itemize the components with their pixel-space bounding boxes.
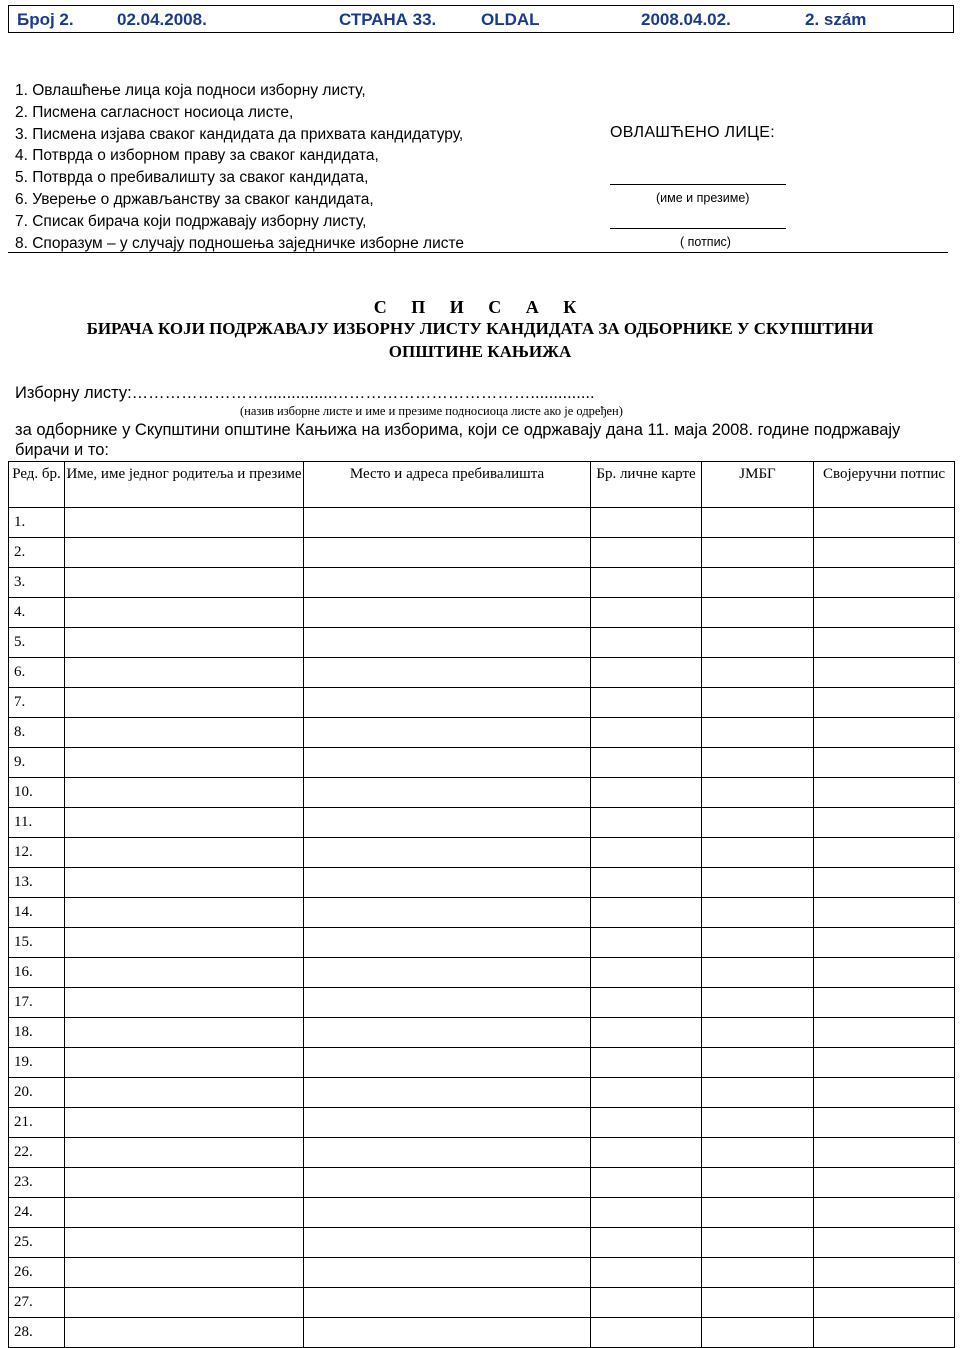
row-number: 3.	[9, 568, 65, 598]
name-cell[interactable]	[65, 988, 304, 1018]
id-card-cell[interactable]	[591, 628, 702, 658]
id-card-cell[interactable]	[591, 1198, 702, 1228]
table-row	[9, 868, 955, 898]
name-cell[interactable]	[65, 838, 304, 868]
name-cell[interactable]	[65, 1168, 304, 1198]
id-card-cell[interactable]	[591, 808, 702, 838]
id-card-cell[interactable]	[591, 1048, 702, 1078]
address-cell[interactable]	[304, 1258, 591, 1288]
id-card-cell[interactable]	[591, 988, 702, 1018]
col-header-name: Име, име једног родитеља и презиме	[65, 462, 304, 508]
id-card-cell[interactable]	[591, 508, 702, 538]
list-item: 6. Уверење о држављанству за сваког кандидата,	[15, 190, 374, 208]
id-card-cell[interactable]	[591, 598, 702, 628]
row-number: 2.	[9, 538, 65, 568]
list-item: 5. Потврда о пребивалишту за сваког кандидата,	[15, 169, 369, 187]
table-row	[9, 1048, 955, 1078]
jmbg-cell[interactable]	[702, 658, 814, 688]
row-number: 9.	[9, 748, 65, 778]
id-card-cell[interactable]	[591, 538, 702, 568]
address-cell[interactable]	[304, 988, 591, 1018]
name-cell[interactable]	[65, 1018, 304, 1048]
signature-cell[interactable]	[814, 1048, 955, 1078]
table-row	[9, 1288, 955, 1318]
signature-cell[interactable]	[814, 1168, 955, 1198]
address-cell[interactable]	[304, 898, 591, 928]
name-cell[interactable]	[65, 1108, 304, 1138]
signature-cell[interactable]	[814, 1288, 955, 1318]
signature-cell[interactable]	[814, 868, 955, 898]
name-cell[interactable]	[65, 508, 304, 538]
col-header-signature: Својеручни потпис	[814, 462, 955, 508]
signature-cell[interactable]	[814, 898, 955, 928]
name-cell[interactable]	[65, 1228, 304, 1258]
id-card-cell[interactable]	[591, 778, 702, 808]
row-number: 4.	[9, 598, 65, 628]
name-cell[interactable]	[65, 868, 304, 898]
id-card-cell[interactable]	[591, 1258, 702, 1288]
table-row	[9, 1198, 955, 1228]
row-number: 22.	[9, 1138, 65, 1168]
issue-date-hu: 2008.04.02.	[641, 10, 731, 29]
table-row	[9, 508, 955, 538]
id-card-cell[interactable]	[591, 688, 702, 718]
signature-caption: ( потпис)	[680, 235, 731, 249]
id-card-cell[interactable]	[591, 928, 702, 958]
id-card-cell[interactable]	[591, 568, 702, 598]
id-card-cell[interactable]	[591, 1228, 702, 1258]
address-cell[interactable]	[304, 838, 591, 868]
statement-text: за одборнике у Скупштини општине Кањижа на изборима, који се одржавају дана 11. маја 2008. године подржавају	[15, 421, 901, 439]
address-cell[interactable]	[304, 1168, 591, 1198]
table-row	[9, 538, 955, 568]
id-card-cell[interactable]	[591, 838, 702, 868]
jmbg-cell[interactable]	[702, 898, 814, 928]
jmbg-cell[interactable]	[702, 988, 814, 1018]
id-card-cell[interactable]	[591, 1288, 702, 1318]
address-cell[interactable]	[304, 1228, 591, 1258]
signature-cell[interactable]	[814, 1108, 955, 1138]
document-subtitle: БИРАЧА КОЈИ ПОДРЖАВАЈУ ИЗБОРНУ ЛИСТУ КАНДИДАТА ЗА ОДБОРНИКЕ У СКУПШТИНИ	[86, 319, 874, 338]
jmbg-cell[interactable]	[702, 868, 814, 898]
page-header	[8, 5, 954, 33]
name-cell[interactable]	[65, 598, 304, 628]
jmbg-cell[interactable]	[702, 1138, 814, 1168]
jmbg-cell[interactable]	[702, 628, 814, 658]
row-number: 7.	[9, 688, 65, 718]
row-number: 18.	[9, 1018, 65, 1048]
signature-cell[interactable]	[814, 718, 955, 748]
name-signature-line	[610, 184, 786, 185]
col-header-id-card: Бр. личне карте	[591, 462, 702, 508]
address-cell[interactable]	[304, 778, 591, 808]
row-number: 16.	[9, 958, 65, 988]
voters-table	[8, 461, 955, 1348]
table-row	[9, 658, 955, 688]
table-row	[9, 688, 955, 718]
issue-number-hu: 2. szám	[805, 10, 867, 29]
name-cell[interactable]	[65, 1318, 304, 1348]
table-row	[9, 988, 955, 1018]
list-item: 8. Споразум – у случају подношења заједничке изборне листе	[15, 234, 465, 252]
issue-date: 02.04.2008.	[117, 10, 207, 29]
name-cell[interactable]	[65, 1138, 304, 1168]
jmbg-cell[interactable]	[702, 538, 814, 568]
jmbg-cell[interactable]	[702, 838, 814, 868]
jmbg-cell[interactable]	[702, 808, 814, 838]
name-cell[interactable]	[65, 1288, 304, 1318]
row-number: 20.	[9, 1078, 65, 1108]
col-header-no: Ред. бр.	[9, 462, 65, 508]
id-card-cell[interactable]	[591, 1318, 702, 1348]
address-cell[interactable]	[304, 1138, 591, 1168]
id-card-cell[interactable]	[591, 1168, 702, 1198]
row-number: 25.	[9, 1228, 65, 1258]
table-row	[9, 748, 955, 778]
jmbg-cell[interactable]	[702, 1198, 814, 1228]
id-card-cell[interactable]	[591, 898, 702, 928]
jmbg-cell[interactable]	[702, 1318, 814, 1348]
address-cell[interactable]	[304, 538, 591, 568]
signature-cell[interactable]	[814, 1258, 955, 1288]
row-number: 5.	[9, 628, 65, 658]
table-row	[9, 1168, 955, 1198]
col-header-address: Место и адреса пребивалишта	[304, 462, 591, 508]
name-cell[interactable]	[65, 658, 304, 688]
name-cell[interactable]	[65, 1078, 304, 1108]
row-number: 10.	[9, 778, 65, 808]
list-item: 1. Овлашћење лица која подноси изборну листу,	[15, 82, 366, 99]
name-cell[interactable]	[65, 568, 304, 598]
name-cell[interactable]	[65, 628, 304, 658]
signature-cell[interactable]	[814, 1078, 955, 1108]
name-cell[interactable]	[65, 778, 304, 808]
list-item: 7. Списак бирача који подржавају изборну листу,	[15, 212, 367, 230]
address-cell[interactable]	[304, 1108, 591, 1138]
id-card-cell[interactable]	[591, 1108, 702, 1138]
id-card-cell[interactable]	[591, 748, 702, 778]
row-number: 8.	[9, 718, 65, 748]
name-cell[interactable]	[65, 688, 304, 718]
signature-cell[interactable]	[814, 958, 955, 988]
name-cell[interactable]	[65, 748, 304, 778]
table-row	[9, 1138, 955, 1168]
signature-cell[interactable]	[814, 1138, 955, 1168]
address-cell[interactable]	[304, 718, 591, 748]
jmbg-cell[interactable]	[702, 778, 814, 808]
table-row	[9, 928, 955, 958]
document-subtitle-cont: ОПШТИНЕ КАЊИЖА	[388, 342, 572, 361]
signature-cell[interactable]	[814, 1018, 955, 1048]
row-number: 21.	[9, 1108, 65, 1138]
divider	[8, 252, 948, 253]
address-cell[interactable]	[304, 1318, 591, 1348]
row-number: 23.	[9, 1168, 65, 1198]
table-row	[9, 1258, 955, 1288]
address-cell[interactable]	[304, 928, 591, 958]
name-cell[interactable]	[65, 808, 304, 838]
address-cell[interactable]	[304, 568, 591, 598]
jmbg-cell[interactable]	[702, 718, 814, 748]
list-name-field[interactable]: Изборну листу:……………………...............………………………………..............	[15, 384, 595, 402]
table-row	[9, 1078, 955, 1108]
address-cell[interactable]	[304, 658, 591, 688]
signature-cell[interactable]	[814, 808, 955, 838]
row-number: 26.	[9, 1258, 65, 1288]
id-card-cell[interactable]	[591, 1138, 702, 1168]
row-number: 15.	[9, 928, 65, 958]
address-cell[interactable]	[304, 808, 591, 838]
jmbg-cell[interactable]	[702, 1048, 814, 1078]
document-title: С П И С А К	[373, 297, 587, 317]
jmbg-cell[interactable]	[702, 1168, 814, 1198]
table-row	[9, 568, 955, 598]
table-row	[9, 808, 955, 838]
name-cell[interactable]	[65, 1198, 304, 1228]
name-cell[interactable]	[65, 898, 304, 928]
signature-cell[interactable]	[814, 508, 955, 538]
signature-cell[interactable]	[814, 598, 955, 628]
signature-cell[interactable]	[814, 838, 955, 868]
page-label-hu: OLDAL	[481, 10, 540, 29]
jmbg-cell[interactable]	[702, 508, 814, 538]
address-cell[interactable]	[304, 1048, 591, 1078]
signature-cell[interactable]	[814, 568, 955, 598]
jmbg-cell[interactable]	[702, 1228, 814, 1258]
address-cell[interactable]	[304, 508, 591, 538]
name-caption: (име и презиме)	[656, 191, 750, 205]
jmbg-cell[interactable]	[702, 1108, 814, 1138]
row-number: 14.	[9, 898, 65, 928]
name-cell[interactable]	[65, 958, 304, 988]
name-cell[interactable]	[65, 718, 304, 748]
id-card-cell[interactable]	[591, 658, 702, 688]
jmbg-cell[interactable]	[702, 598, 814, 628]
jmbg-cell[interactable]	[702, 928, 814, 958]
address-cell[interactable]	[304, 748, 591, 778]
signature-line	[610, 228, 786, 229]
signature-cell[interactable]	[814, 688, 955, 718]
address-cell[interactable]	[304, 1018, 591, 1048]
list-name-caption: (назив изборне листе и име и презиме подносиоца листе ако је одређен)	[240, 404, 623, 418]
signature-cell[interactable]	[814, 748, 955, 778]
address-cell[interactable]	[304, 1078, 591, 1108]
address-cell[interactable]	[304, 598, 591, 628]
signature-cell[interactable]	[814, 1228, 955, 1258]
name-cell[interactable]	[65, 538, 304, 568]
col-header-jmbg: ЈМБГ	[702, 462, 814, 508]
address-cell[interactable]	[304, 1198, 591, 1228]
name-cell[interactable]	[65, 928, 304, 958]
attachments-list	[15, 80, 464, 254]
jmbg-cell[interactable]	[702, 1018, 814, 1048]
table-row	[9, 1228, 955, 1258]
row-number: 19.	[9, 1048, 65, 1078]
signature-cell[interactable]	[814, 538, 955, 568]
id-card-cell[interactable]	[591, 958, 702, 988]
address-cell[interactable]	[304, 1288, 591, 1318]
page-number: СТРАНА 33.	[339, 10, 437, 29]
signature-cell[interactable]	[814, 778, 955, 808]
authorized-person-title: ОВЛАШЋЕНО ЛИЦЕ:	[610, 124, 776, 141]
jmbg-cell[interactable]	[702, 1258, 814, 1288]
table-header-row	[9, 462, 955, 508]
jmbg-cell[interactable]	[702, 568, 814, 598]
row-number: 12.	[9, 838, 65, 868]
name-cell[interactable]	[65, 1258, 304, 1288]
address-cell[interactable]	[304, 958, 591, 988]
id-card-cell[interactable]	[591, 718, 702, 748]
jmbg-cell[interactable]	[702, 688, 814, 718]
id-card-cell[interactable]	[591, 1018, 702, 1048]
row-number: 6.	[9, 658, 65, 688]
address-cell[interactable]	[304, 868, 591, 898]
list-item: 2. Писмена сагласност носиоца листе,	[15, 103, 294, 121]
table-row	[9, 1108, 955, 1138]
signature-cell[interactable]	[814, 1318, 955, 1348]
list-item: 3. Писмена изјава сваког кандидата да прихвата кандидатуру,	[15, 125, 464, 143]
signature-cell[interactable]	[814, 988, 955, 1018]
row-number: 27.	[9, 1288, 65, 1318]
list-item: 4. Потврда о изборном праву за сваког кандидата,	[15, 147, 379, 165]
table-row	[9, 718, 955, 748]
table-row	[9, 1018, 955, 1048]
signature-cell[interactable]	[814, 658, 955, 688]
table-row	[9, 778, 955, 808]
signature-cell[interactable]	[814, 928, 955, 958]
table-row	[9, 958, 955, 988]
name-cell[interactable]	[65, 1048, 304, 1078]
signature-cell[interactable]	[814, 1198, 955, 1228]
id-card-cell[interactable]	[591, 868, 702, 898]
table-row	[9, 598, 955, 628]
jmbg-cell[interactable]	[702, 958, 814, 988]
table-row	[9, 838, 955, 868]
issue-number: Број 2.	[17, 10, 74, 29]
statement-text-cont: бирачи и то:	[15, 441, 109, 459]
jmbg-cell[interactable]	[702, 1078, 814, 1108]
table-row	[9, 628, 955, 658]
jmbg-cell[interactable]	[702, 1288, 814, 1318]
row-number: 13.	[9, 868, 65, 898]
row-number: 24.	[9, 1198, 65, 1228]
row-number: 1.	[9, 508, 65, 538]
jmbg-cell[interactable]	[702, 748, 814, 778]
address-cell[interactable]	[304, 628, 591, 658]
signature-cell[interactable]	[814, 628, 955, 658]
row-number: 11.	[9, 808, 65, 838]
row-number: 28.	[9, 1318, 65, 1348]
address-cell[interactable]	[304, 688, 591, 718]
table-row	[9, 1318, 955, 1348]
row-number: 17.	[9, 988, 65, 1018]
table-row	[9, 898, 955, 928]
id-card-cell[interactable]	[591, 1078, 702, 1108]
